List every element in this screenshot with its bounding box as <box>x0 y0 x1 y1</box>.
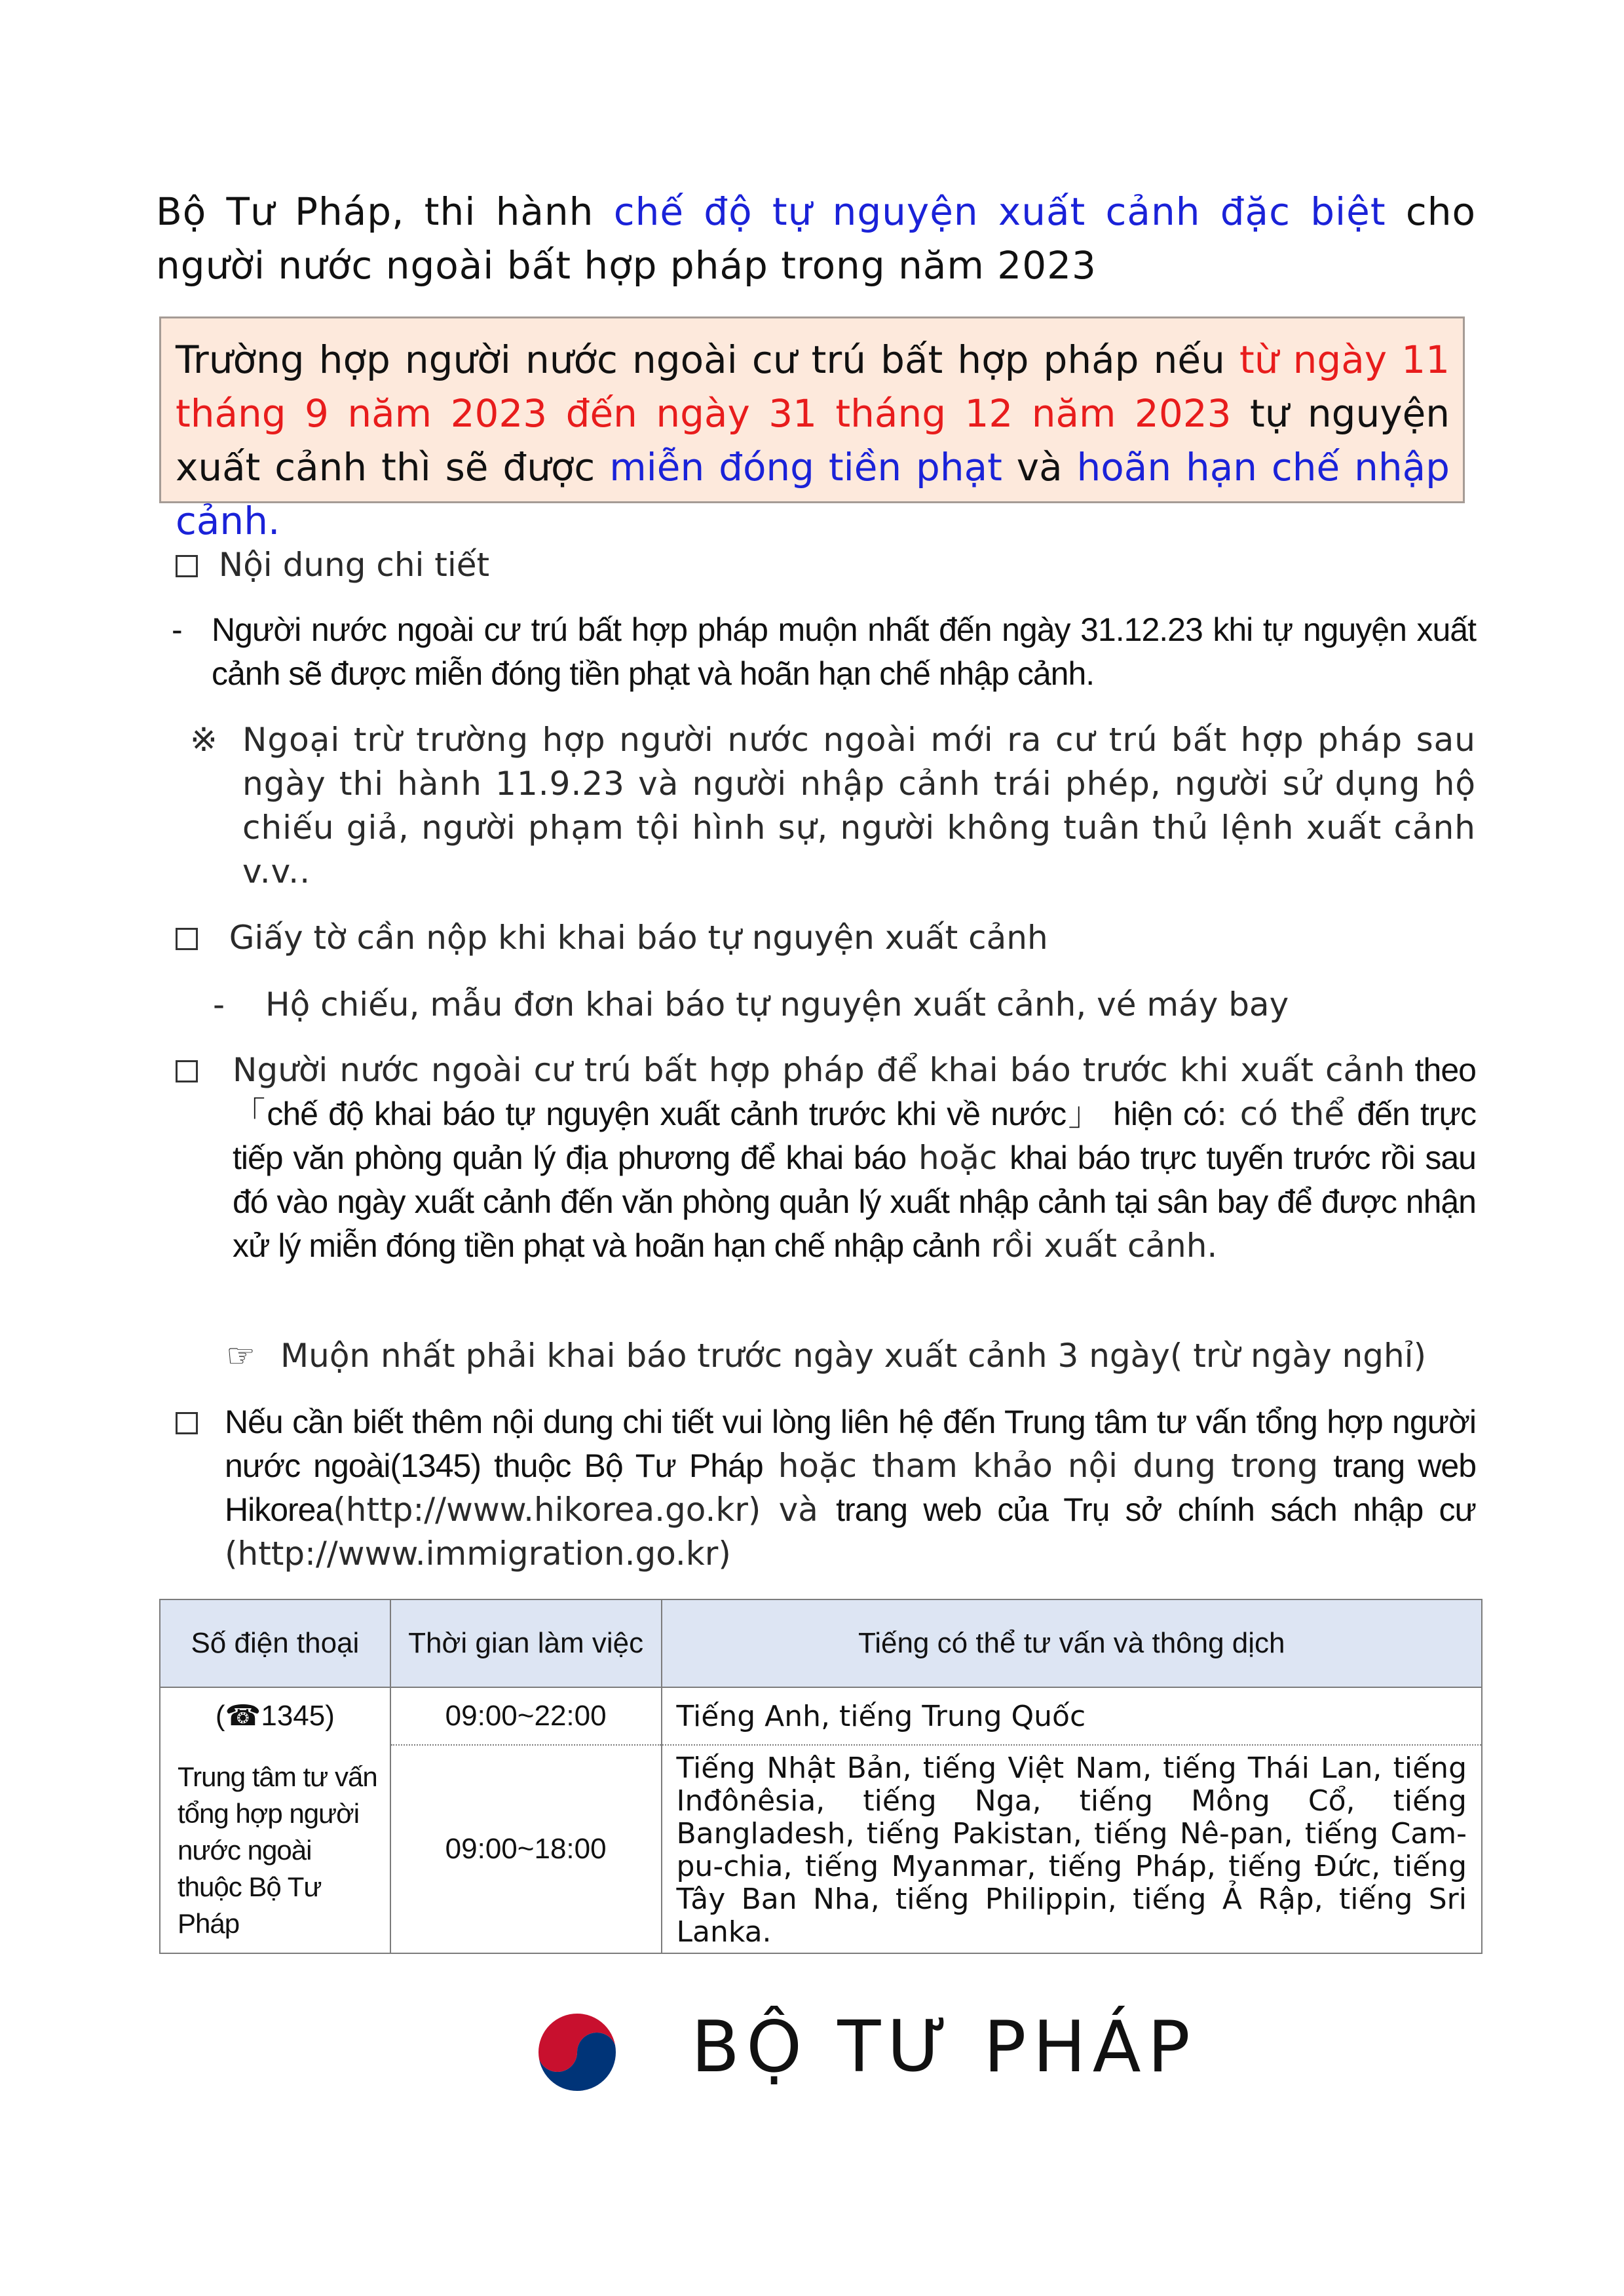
contact-bullet <box>176 1400 198 1444</box>
notice-benefit-entry-deferral: hoãn hạn chế nhập cảnh. <box>176 445 1450 543</box>
title-text-1: Bộ Tư Pháp, thi hành <box>156 189 614 234</box>
advance-text-1: Người nước ngoài cư trú bất hợp pháp để khai báo trước khi xuất cảnh <box>233 1051 1405 1089</box>
hand-pointer-icon: ☞ <box>226 1337 255 1375</box>
documents-heading-text: Giấy tờ cần nộp khi khai báo tự nguyện xuất cảnh <box>229 919 1048 957</box>
details-heading-text: Nội dung chi tiết <box>218 546 490 584</box>
hours-cell: 09:00~22:00 <box>390 1687 662 1745</box>
phone-cell <box>160 1687 390 1953</box>
header-languages: Tiếng có thể tư vấn và thông dịch <box>662 1599 1482 1687</box>
documents-item: Hộ chiếu, mẫu đơn khai báo tự nguyện xuất cảnh, vé máy bay <box>265 985 1289 1024</box>
details-note: Ngoại trừ trường hợp người nước ngoài mới ra cư trú bất hợp pháp sau ngày thi hành 11.9.23 và người nhập cảnh trái phép, người sử dụng hộ chiếu giả, người phạm tội hình sự, người không tuân thủ lệnh xuất cảnh v.v.. <box>242 721 1476 890</box>
ministry-name: BỘ TƯ PHÁP <box>691 2006 1197 2088</box>
reference-mark-icon: ※ <box>190 721 217 759</box>
center-name: Trung tâm tư vấn tổng hợp người nước ngoài thuộc Bộ Tư Pháp <box>178 1761 377 1939</box>
notice-and: và <box>1002 445 1077 489</box>
advance-paragraph <box>233 1048 1476 1268</box>
advance-option-online: khai báo trực tuyến trước rồi sau đó vào ngày xuất cảnh đến văn phòng quản lý xuất nhập cảnh tại sân bay để được nhận xử lý miễn đóng tiền phạt và hoãn hạn chế nhập cảnh <box>233 1139 1476 1264</box>
contact-text-2: hoặc tham khảo nội dung trong <box>763 1447 1334 1485</box>
contact-paragraph <box>225 1400 1476 1576</box>
contact-center-name: Trung tâm tư vấn tổng hợp người nước ngoài(1345) thuộc Bộ Tư Pháp <box>225 1404 1477 1484</box>
details-heading <box>176 543 489 587</box>
header-phone: Số điện thoại <box>160 1599 390 1687</box>
notice-box <box>159 316 1465 543</box>
advance-bullet <box>176 1048 198 1092</box>
title-text-2: cho người nước ngoài bất hợp pháp trong năm 2023 <box>156 189 1476 288</box>
advance-text-3: hiện có <box>1102 1096 1217 1132</box>
languages-cell: Tiếng Anh, tiếng Trung Quốc <box>662 1687 1482 1745</box>
advance-deadline: Muộn nhất phải khai báo trước ngày xuất cảnh 3 ngày( trừ ngày nghỉ) <box>280 1337 1427 1375</box>
advance-program-name: 「chế độ khai báo tự nguyện xuất cảnh trước khi về nước」 <box>233 1096 1103 1132</box>
contact-immigration: trang web của Trụ sở chính sách nhập cư <box>836 1491 1476 1528</box>
details-dash: - <box>172 611 182 648</box>
hours-cell: 09:00~18:00 <box>390 1745 662 1953</box>
notice-text-1: Trường hợp người nước ngoài cư trú bất hợp pháp nếu <box>176 337 1239 382</box>
contact-hikorea: trang web Hikorea <box>225 1447 1476 1528</box>
advance-text-6: rồi xuất cảnh. <box>980 1227 1218 1265</box>
header-hours: Thời gian làm việc <box>390 1599 662 1687</box>
checkbox-square-icon <box>176 1412 198 1434</box>
contact-hikorea-url: (http://www.hikorea.go.kr) và <box>333 1491 837 1529</box>
table-row <box>160 1687 1482 1745</box>
advance-text-5: hoặc <box>906 1139 1010 1177</box>
notice-text-2: tự nguyện xuất cảnh thì sẽ được <box>176 391 1450 489</box>
document-title <box>156 185 1476 292</box>
advance-text-4: : có thể <box>1216 1095 1357 1133</box>
advance-text-2: theo <box>1405 1052 1476 1088</box>
table-header-row <box>160 1599 1482 1687</box>
advance-option-office: đến trực tiếp văn phòng quản lý địa phương để khai báo <box>233 1096 1477 1176</box>
languages-cell: Tiếng Nhật Bản, tiếng Việt Nam, tiếng Thái Lan, tiếng Inđônêsia, tiếng Nga, tiếng Mông Cổ, tiếng Bangladesh, tiếng Pakistan, tiếng Nê-pan, tiếng Cam-pu-chia, tiếng Myanmar, tiếng Pháp, tiếng Đức, tiếng Tây Ban Nha, tiếng Philippin, tiếng Ả Rập, tiếng Sri Lanka. <box>662 1745 1482 1953</box>
phone-number: (☎1345) <box>215 1699 335 1732</box>
contact-table <box>159 1599 1482 1954</box>
notice-dates: từ ngày 11 tháng 9 năm 2023 đến ngày 31 tháng 12 năm 2023 <box>176 337 1450 436</box>
checkbox-square-icon <box>176 555 198 577</box>
checkbox-square-icon <box>176 1060 198 1082</box>
contact-text-1: Nếu cần biết thêm nội dung chi tiết vui lòng liên hệ đến <box>225 1404 1004 1440</box>
taegeuk-emblem-icon <box>534 2009 620 2095</box>
contact-immigration-url: (http://www.immigration.go.kr) <box>225 1535 731 1573</box>
documents-dash: - <box>213 985 225 1024</box>
documents-heading <box>176 916 1048 960</box>
details-bullet: Người nước ngoài cư trú bất hợp pháp muộn nhất đến ngày 31.12.23 khi tự nguyện xuất cảnh sẽ được miễn đóng tiền phạt và hoãn hạn chế nhập cảnh. <box>212 611 1476 692</box>
notice-benefit-fine-waiver: miễn đóng tiền phạt <box>609 445 1002 489</box>
checkbox-square-icon <box>176 928 198 950</box>
title-highlight: chế độ tự nguyện xuất cảnh đặc biệt <box>613 189 1386 234</box>
